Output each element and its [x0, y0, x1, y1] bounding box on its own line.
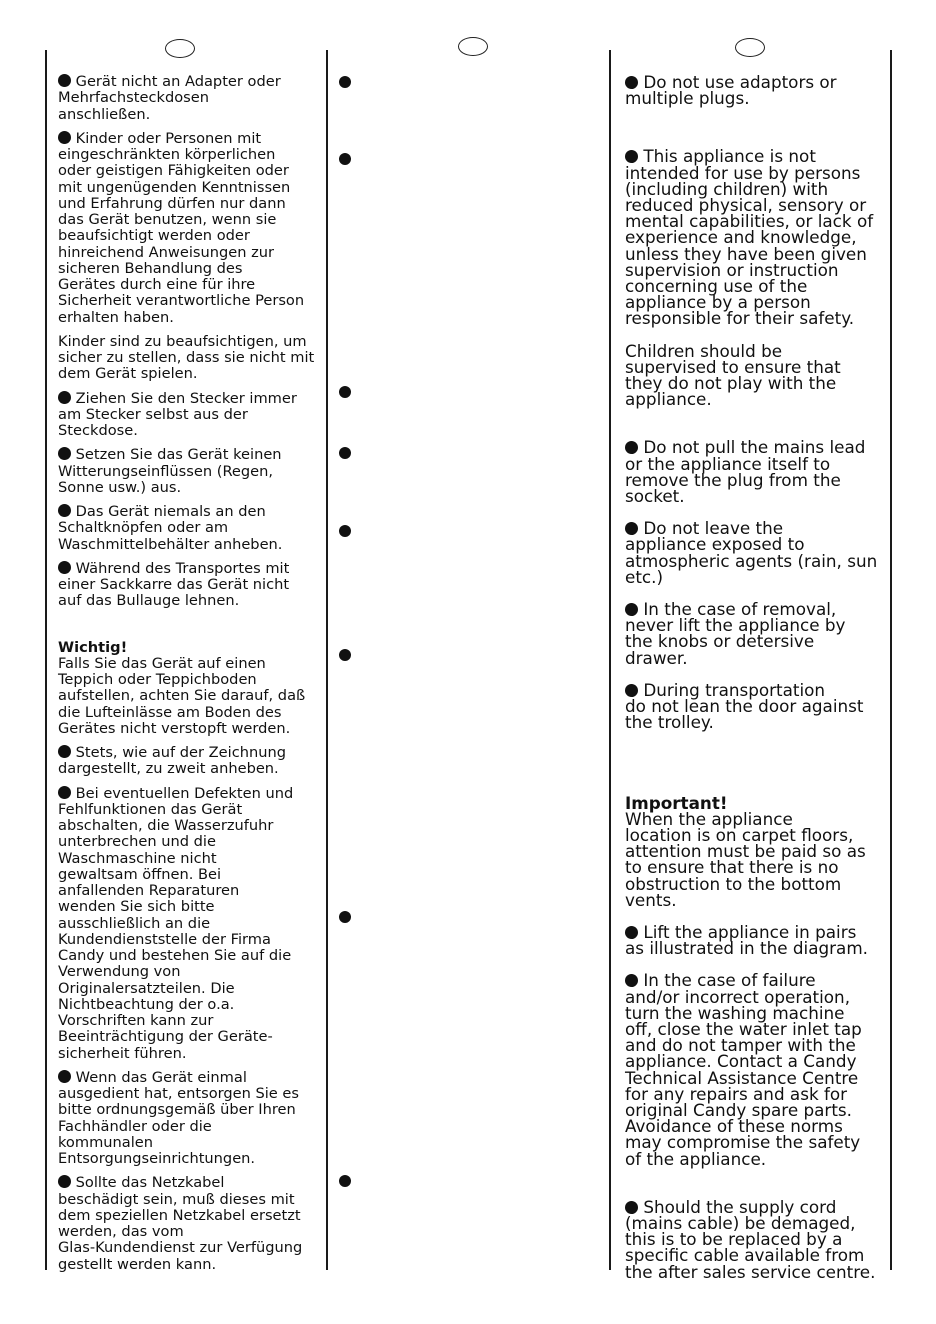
german-paragraph: Während des Transportes mit einer Sackkarre das Gerät nicht auf das Bullauge lehnen.: [58, 559, 290, 610]
middle-bullet-icon: [339, 525, 351, 537]
bullet-icon: [58, 1175, 71, 1188]
bullet-icon: [625, 1201, 638, 1214]
english-paragraph: When the appliance location is on carpet floors, attention must be paid so as to ensure that there is no obstruction to the bottom vents.: [625, 808, 866, 910]
bullet-icon: [58, 504, 71, 517]
english-paragraph: Children should be supervised to ensure that they do not play with the appliance.: [625, 340, 841, 410]
german-paragraph: Wenn das Gerät einmal ausgedient hat, entsorgen Sie es bitte ordnungsgemäß über Ihren Fachhändler oder die kommunalen Entsorgungseinrichtungen.: [58, 1068, 300, 1167]
column-rule-left: [45, 50, 47, 1270]
german-paragraph: Falls Sie das Gerät auf einen Teppich oder Teppichboden aufstellen, achten Sie darauf, daß die Lufteinlässe am Boden des Gerätes nicht verstopft werden.: [58, 654, 306, 737]
column-rule-middle-left: [326, 50, 328, 1270]
german-paragraph: Ziehen Sie den Stecker immer am Stecker selbst aus der Steckdose.: [58, 389, 297, 439]
bullet-icon: [58, 391, 71, 404]
english-column: [625, 74, 887, 1280]
english-paragraph: In the case of failure and/or incorrect operation, turn the washing machine off, close the water inlet tap and do not tamper with the appliance. Contact a Candy Technical Assistance Centre for any repairs and ask for original Candy spare parts. Avoidance of these norms may compromise the safety of the appliance.: [625, 970, 862, 1169]
bullet-icon: [58, 131, 71, 144]
german-important-heading: Wichtig!: [58, 638, 128, 656]
middle-bullet-icon: [339, 649, 351, 661]
german-paragraph: Kinder sind zu beaufsichtigen, um sicher zu stellen, dass sie nicht mit dem Gerät spielen.: [58, 332, 315, 383]
german-paragraph: Das Gerät niemals an den Schaltknöpfen oder am Waschmittelbehälter anheben.: [58, 503, 283, 553]
language-flag-oval-middle: [458, 37, 488, 56]
english-important-heading: Important!: [625, 792, 728, 813]
german-paragraph: Stets, wie auf der Zeichnung dargestellt, zu zweit anheben.: [58, 744, 286, 778]
german-paragraph: Sollte das Netzkabel beschädigt sein, muß dieses mit dem speziellen Netzkabel ersetzt werden, das vom Glas-Kundendienst zur Verfügung gestellt werden kann.: [58, 1174, 303, 1273]
english-paragraph: During transportation do not lean the door against the trolley.: [625, 679, 864, 733]
middle-bullet-icon: [339, 386, 351, 398]
german-paragraph: Gerät nicht an Adapter oder Mehrfachsteckdosen anschließen.: [58, 73, 281, 123]
middle-bullet-icon: [339, 911, 351, 923]
bullet-icon: [625, 441, 638, 454]
bullet-icon: [58, 1070, 71, 1083]
middle-bullet-icon: [339, 1175, 351, 1187]
german-paragraph: Kinder oder Personen mit eingeschränkten körperlichen oder geistigen Fähigkeiten oder mit ungenügenden Kenntnissen und Erfahrung dürfen nur dann das Gerät benutzen, wenn sie beaufsichtigt werden oder hinreichend Anweisungen zur sicheren Behandlung des Gerätes durch eine für ihre Sicherheit verantwortliche Person erhalten haben.: [58, 129, 305, 326]
german-paragraph: Bei eventuellen Defekten und Fehlfunktionen das Gerät abschalten, die Wasserzufuhr unterbrechen und die Waschmaschine nicht gewaltsam öffnen. Bei anfallenden Reparaturen wenden Sie sich bitte ausschließlich an die Kundendienststelle der Firma Candy und bestehen Sie auf die Verwendung von Originalersatzteilen. Die Nichtbeachtung der o.a. Vorschriften kann zur Beeinträchtigung der Geräte- sicherheit führen.: [58, 784, 294, 1062]
middle-bullet-icon: [339, 153, 351, 165]
bullet-icon: [625, 522, 638, 535]
middle-bullet-icon: [339, 76, 351, 88]
bullet-icon: [58, 745, 71, 758]
english-paragraph: Do not leave the appliance exposed to atmospheric agents (rain, sun etc.): [625, 518, 878, 587]
column-rule-right: [890, 50, 892, 1270]
german-column: [58, 74, 320, 1273]
bullet-icon: [58, 447, 71, 460]
middle-bullet-icon: [339, 447, 351, 459]
bullet-icon: [625, 150, 638, 163]
bullet-icon: [58, 786, 71, 799]
english-paragraph: Do not pull the mains lead or the appliance itself to remove the plug from the socket.: [625, 437, 866, 507]
bullet-icon: [625, 603, 638, 616]
english-paragraph: Do not use adaptors or multiple plugs.: [625, 72, 837, 109]
bullet-icon: [625, 974, 638, 987]
column-rule-middle-right: [609, 50, 611, 1270]
bullet-icon: [625, 926, 638, 939]
bullet-icon: [625, 684, 638, 697]
bullet-icon: [58, 561, 71, 574]
german-paragraph: Setzen Sie das Gerät keinen Witterungseinflüssen (Regen, Sonne usw.) aus.: [58, 446, 282, 496]
english-paragraph: This appliance is not intended for use by persons (including children) with reduced physical, sensory or mental capabilities, or lack of experience and knowledge, unless they have been given supervision or instruction concerning use of the appliance by a person responsible for their safety.: [625, 146, 874, 329]
english-paragraph: Should the supply cord (mains cable) be demaged, this is to be replaced by a specific cable available from the after sales service centre.: [625, 1196, 876, 1282]
english-paragraph: Lift the appliance in pairs as illustrated in the diagram.: [625, 921, 869, 959]
bullet-icon: [625, 76, 638, 89]
language-flag-oval-english: [735, 38, 765, 57]
english-paragraph: In the case of removal, never lift the appliance by the knobs or detersive drawer.: [625, 599, 846, 668]
language-flag-oval-german: [165, 39, 195, 58]
bullet-icon: [58, 74, 71, 87]
